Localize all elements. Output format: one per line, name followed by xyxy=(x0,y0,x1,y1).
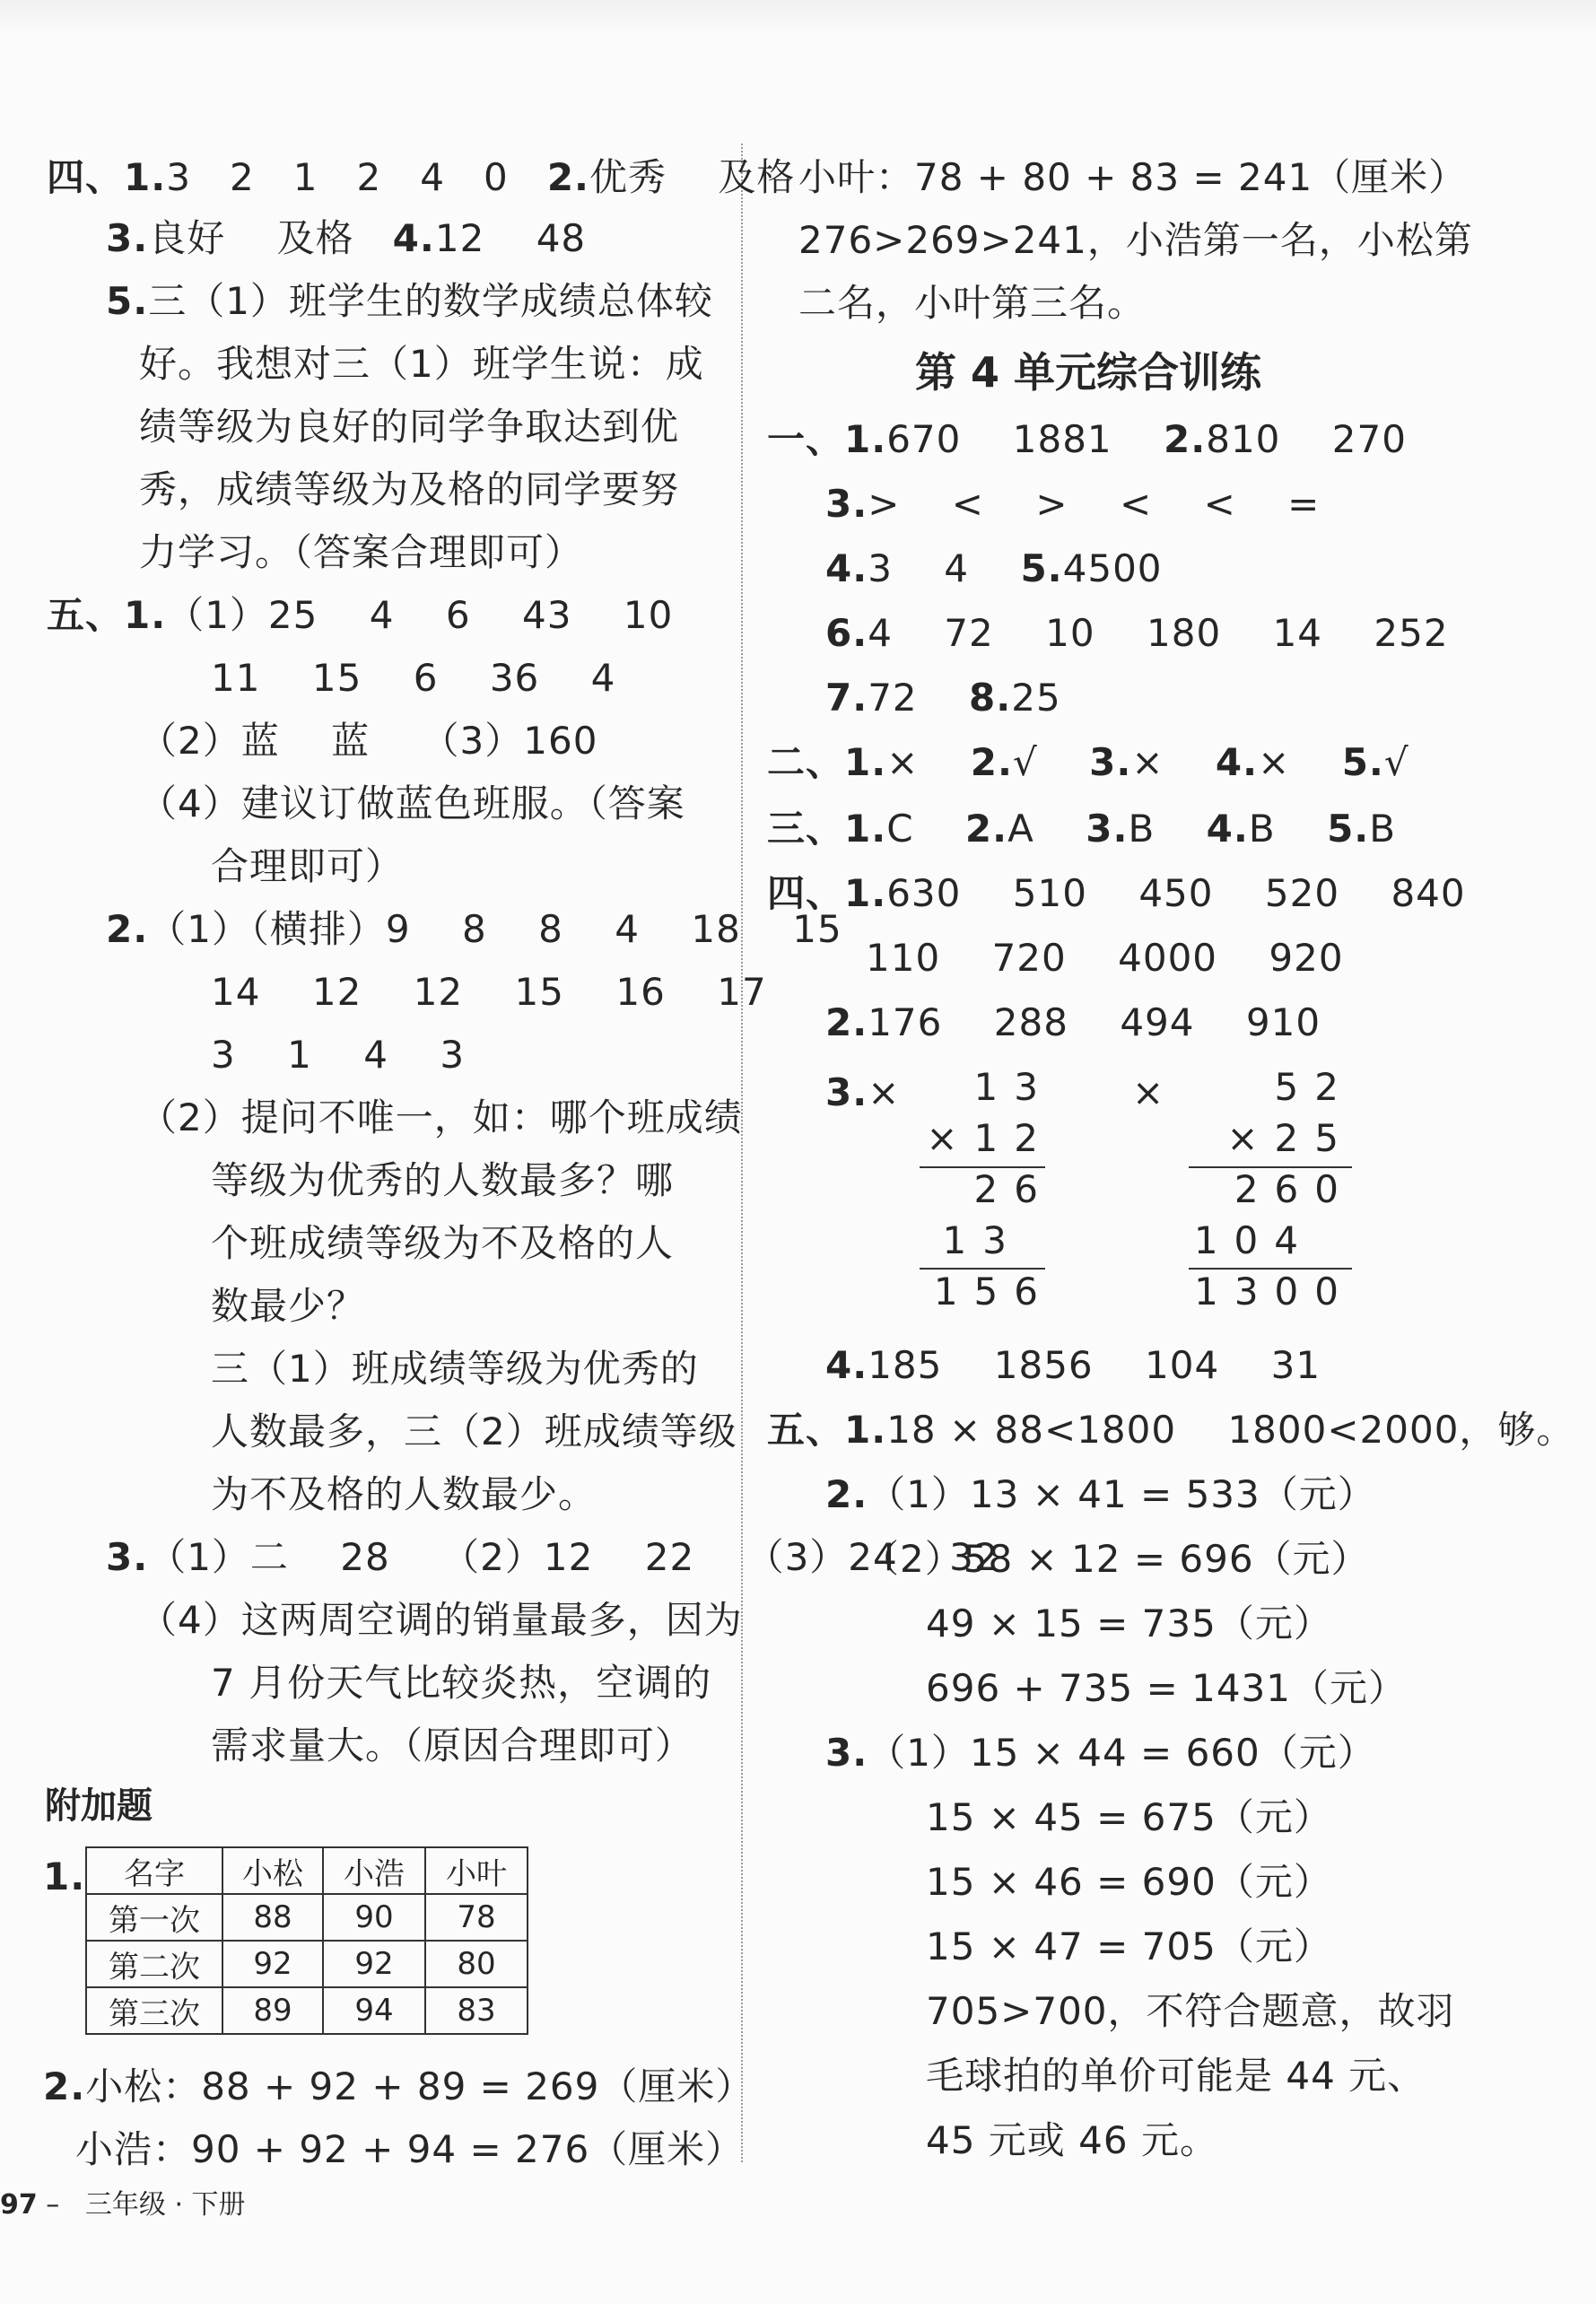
answer-line: 为不及格的人数最少。 xyxy=(211,1472,597,1516)
answer-line: × xyxy=(1132,1070,1165,1114)
table-cell: 89 xyxy=(222,1987,323,2034)
answer-line: 四、1.3 2 1 2 4 0 2.优秀 及格 xyxy=(47,155,796,199)
answer-line: （4）这两周空调的销量最多，因为 xyxy=(139,1598,743,1642)
answer-line: 小浩：90 + 92 + 94 = 276（厘米） xyxy=(75,2127,745,2171)
multiplication-digits: 260 xyxy=(1234,1167,1355,1211)
multiplication-digits: ×25 xyxy=(1226,1116,1355,1160)
answer-line: 3.良好 及格 4.12 48 xyxy=(106,216,587,260)
answer-line: 二名，小叶第三名。 xyxy=(798,281,1147,325)
grade-label: 三年级 · 下册 xyxy=(84,2189,246,2221)
answer-line: 3.× xyxy=(825,1070,901,1114)
answer-line: 合理即可） xyxy=(211,844,405,888)
multiplication-digits: ×12 xyxy=(926,1116,1054,1160)
table-header-cell: 小叶 xyxy=(425,1847,528,1894)
answer-line: 一、1.670 1881 2.810 270 xyxy=(767,417,1407,461)
answer-line: 个班成绩等级为不及格的人 xyxy=(211,1221,675,1265)
answer-line: 3 1 4 3 xyxy=(211,1033,466,1077)
answer-line: 15 × 47 = 705（元） xyxy=(926,1924,1332,1968)
answer-line: 3.> < > < < = xyxy=(825,482,1321,526)
table-header-cell: 小浩 xyxy=(323,1847,425,1894)
answer-line: 人数最多，三（2）班成绩等级 xyxy=(211,1409,737,1453)
answer-line: 4.3 4 5.4500 xyxy=(825,546,1163,590)
answer-line: 好。我想对三（1）班学生说：成 xyxy=(139,342,704,386)
answer-line: 毛球拍的单价可能是 44 元、 xyxy=(926,2054,1426,2098)
multiplication-digits: 13 xyxy=(942,1218,1023,1262)
answer-line: （2）58 × 12 = 696（元） xyxy=(861,1537,1370,1581)
table-cell: 94 xyxy=(323,1987,425,2034)
multiplication-digits: 1300 xyxy=(1194,1270,1355,1313)
answer-line: 7 月份天气比较炎热，空调的 xyxy=(211,1661,712,1705)
answer-line: 696 + 735 = 1431（元） xyxy=(926,1666,1408,1710)
answer-line: 276>269>241，小浩第一名，小松第 xyxy=(798,218,1473,262)
answer-line: 2.176 288 494 910 xyxy=(825,1000,1321,1044)
answer-line: 四、1.630 510 450 520 840 xyxy=(767,871,1466,915)
answer-line: 110 720 4000 920 xyxy=(866,936,1344,980)
table-cell: 第一次 xyxy=(86,1894,222,1941)
answer-line: 3.（1）15 × 44 = 660（元） xyxy=(825,1731,1376,1775)
table-cell: 92 xyxy=(323,1941,425,1987)
table-cell: 第二次 xyxy=(86,1941,222,1987)
answer-line: 2.（1）（横排）9 8 8 4 18 15 xyxy=(106,907,842,951)
table-cell: 90 xyxy=(323,1894,425,1941)
answer-line: 2.（1）13 × 41 = 533（元） xyxy=(825,1472,1376,1516)
answer-line: 45 元或 46 元。 xyxy=(926,2118,1218,2162)
table-header-cell: 名字 xyxy=(86,1847,222,1894)
answer-line: 15 × 45 = 675（元） xyxy=(926,1795,1332,1839)
multiplication-digits: 104 xyxy=(1193,1218,1314,1262)
answer-line: 7.72 8.25 xyxy=(825,676,1061,720)
multiplication-digits: 13 xyxy=(973,1065,1054,1109)
answer-line: 二、1.× 2.√ 3.× 4.× 5.√ xyxy=(767,740,1409,784)
extra-questions-title: 附加题 xyxy=(45,1785,153,1827)
table-header-cell: 小松 xyxy=(222,1847,323,1894)
answer-line: 6.4 72 10 180 14 252 xyxy=(825,611,1449,655)
answer-line: 4.185 1856 104 31 xyxy=(825,1343,1321,1387)
answer-line: 数最少？ xyxy=(211,1284,366,1328)
answer-line: 小叶：78 + 80 + 83 = 241（厘米） xyxy=(798,155,1468,199)
table-cell: 88 xyxy=(222,1894,323,1941)
column-divider xyxy=(741,144,743,2162)
page-number: 97 xyxy=(0,2189,38,2221)
multiplication-digits: 26 xyxy=(973,1167,1054,1211)
table-row xyxy=(86,1941,528,1987)
table-cell: 78 xyxy=(425,1894,528,1941)
answer-line: 2.小松：88 + 92 + 89 = 269（厘米） xyxy=(43,2064,754,2108)
answer-line: 三（1）班成绩等级为优秀的 xyxy=(211,1347,699,1391)
multiplication-digits: 52 xyxy=(1274,1065,1355,1109)
answer-line: 49 × 15 = 735（元） xyxy=(926,1601,1332,1645)
table-cell: 80 xyxy=(425,1941,528,1987)
score-table xyxy=(85,1846,528,2035)
table-question-label: 1. xyxy=(43,1855,86,1898)
answer-line: （2）蓝 蓝 （3）160 xyxy=(139,719,598,763)
answer-line: 五、1.18 × 88<1800 1800<2000，够。 xyxy=(767,1408,1575,1452)
answer-line: （4）建议订做蓝色班服。（答案 xyxy=(139,781,685,825)
answer-line: 秀，成绩等级为及格的同学要努 xyxy=(139,467,680,511)
multiplication-digits: 156 xyxy=(933,1270,1054,1313)
answer-line: 11 15 6 36 4 xyxy=(211,656,616,700)
answer-line: 五、1.（1）25 4 6 43 10 xyxy=(47,593,674,637)
section-title: 第 4 单元综合训练 xyxy=(915,348,1262,397)
table-row xyxy=(86,1894,528,1941)
page-footer xyxy=(0,2187,246,2223)
answer-line: 15 × 46 = 690（元） xyxy=(926,1860,1332,1904)
answer-line: 等级为优秀的人数最多？哪 xyxy=(211,1158,675,1202)
answer-line: 3.（1）二 28 （2）12 22 （3）24 32 xyxy=(106,1535,999,1579)
table-cell: 83 xyxy=(425,1987,528,2034)
answer-line: 力学习。（答案合理即可） xyxy=(139,530,584,574)
table-header-row xyxy=(86,1847,528,1894)
answer-line: 14 12 12 15 16 17 xyxy=(211,970,767,1014)
answer-line: 5.三（1）班学生的数学成绩总体较 xyxy=(106,279,713,323)
page-top-shade xyxy=(0,0,1596,36)
footer-dash: – xyxy=(46,2189,60,2221)
answer-line: 绩等级为良好的同学争取达到优 xyxy=(139,405,680,449)
answer-line: （2）提问不唯一，如：哪个班成绩 xyxy=(139,1095,743,1139)
table-cell: 第三次 xyxy=(86,1987,222,2034)
answer-line: 705>700，不符合题意，故羽 xyxy=(926,1989,1455,2033)
answer-line: 需求量大。（原因合理即可） xyxy=(211,1724,694,1767)
answer-line: 三、1.C 2.A 3.B 4.B 5.B xyxy=(767,807,1397,851)
table-cell: 92 xyxy=(222,1941,323,1987)
table-row xyxy=(86,1987,528,2034)
